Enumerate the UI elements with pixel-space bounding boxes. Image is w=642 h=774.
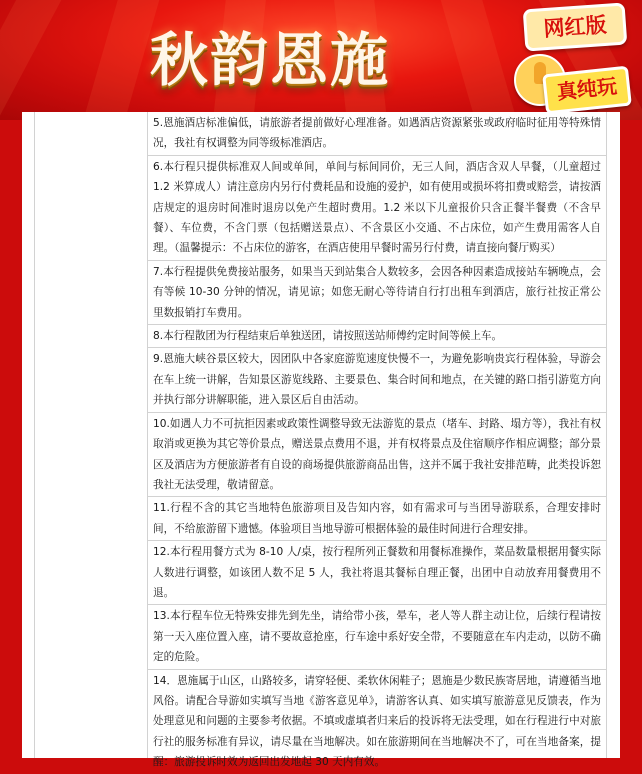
badge-wanghong-label: 网红版 xyxy=(542,12,608,42)
note-item: 12.本行程用餐方式为 8-10 人/桌，按行程所列正餐数和用餐标准操作，菜品数量根据用餐实际人数进行调整，如该团人数不足 5 人，我社将退其餐标自理正餐，出团中自动放弃用餐费用不退。 xyxy=(148,541,607,605)
banner-ray xyxy=(0,0,78,120)
note-item: 10.如遇人力不可抗拒因素或政策性调整导致无法游览的景点（堵车、封路、塌方等），我社有权取消或更换为其它等价景点，赠送景点费用不退，并有权将景点及住宿顺序作相应调整；部分景区及酒店为方便旅游者有自设的商场提供旅游商品出售，这并不属于我社安排范畴，此类投诉恕我社无法受理，敬请留意。 xyxy=(148,413,607,498)
note-item: 9.恩施大峡谷景区较大，因团队中各家庭游览速度快慢不一，为避免影响贵宾行程体验，导游会在车上统一讲解，告知景区游览线路、主要景色、集合时间和地点，在关键的路口指引游览方向并执行部分讲解职能，进入景区后自由活动。 xyxy=(148,348,607,412)
notes-sheet xyxy=(22,112,620,769)
header-banner xyxy=(0,0,642,120)
note-item: 11.行程不含的其它当地特色旅游项目及告知内容，如有需求可与当团导游联系，合理安排时间，不给旅游留下遗憾。体验项目当地导游可根据体验的最佳时间进行合理安排。 xyxy=(148,497,607,541)
note-item: 5.恩施酒店标准偏低，请旅游者提前做好心理准备。如遇酒店资源紧张或政府临时征用等特殊情况，我社有权调整为同等级标准酒店。 xyxy=(148,112,607,156)
badge-zhenchun-label: 真纯玩 xyxy=(542,66,632,115)
notes-label-column xyxy=(35,112,148,758)
notes-table xyxy=(34,112,607,769)
badge-zhenchun xyxy=(514,54,624,106)
note-item: 14．恩施属于山区，山路较多，请穿轻便、柔软休闲鞋子；恩施是少数民族寄居地，请遵循当地风俗。请配合导游如实填写当地《游客意见单》，请游客认真、如实填写旅游意见反馈表，作为处理意见和问题的主要参考依据。不填或虚填者归来后的投诉将无法受理，如在行程进行中对旅行社的服务标准有异议，请尽量在当地解决。如在旅游期间在当地解决不了，可在当地备案，提醒：旅游投诉时效为返回出发地起 30 天内有效。 xyxy=(153,674,601,769)
note-item: 8.本行程散团为行程结束后单独送团，请按照送站师傅约定时间等候上车。 xyxy=(148,325,607,348)
note-item: 13.本行程车位无特殊安排先到先坐，请给带小孩，晕车，老人等人群主动让位，后续行程请按第一天入座位置入座，请不要故意抢座，行车途中系好安全带，不要随意在车内走动，以防不确定的危险。 xyxy=(148,605,607,669)
banner-title: 秋韵恩施 xyxy=(150,26,391,94)
note-item: 7.本行程提供免费接站服务，如果当天到站集合人数较多，会因各种因素造成接站车辆晚点，会有等候 10-30 分钟的情况，请见谅；如您无耐心等待请自行打出租车到酒店，旅行社按正常公里数报销打车费用。 xyxy=(148,261,607,325)
badge-wanghong xyxy=(523,2,628,51)
note-item: 6.本行程只提供标准双人间或单间，单间与标间同价，无三人间，酒店含双人早餐，（儿童超过 1.2 米算成人）请注意房内另行付费耗品和设施的爱护，如有使用或损坏将扣费或赔尝，请按酒店规定的退房时间准时退房以免产生超时费用。1.2 米以下儿童报价只含正餐半餐费（不含早餐）、车位费，不含门票（包括赠送景点）、不含景区小交通、不占床位，如产生费用需客人自理。（温馨提示：不占床位的游客，在酒店使用早餐时需另行付费，请直接向餐厅购买） xyxy=(148,156,607,261)
notes-content-column xyxy=(148,112,607,769)
